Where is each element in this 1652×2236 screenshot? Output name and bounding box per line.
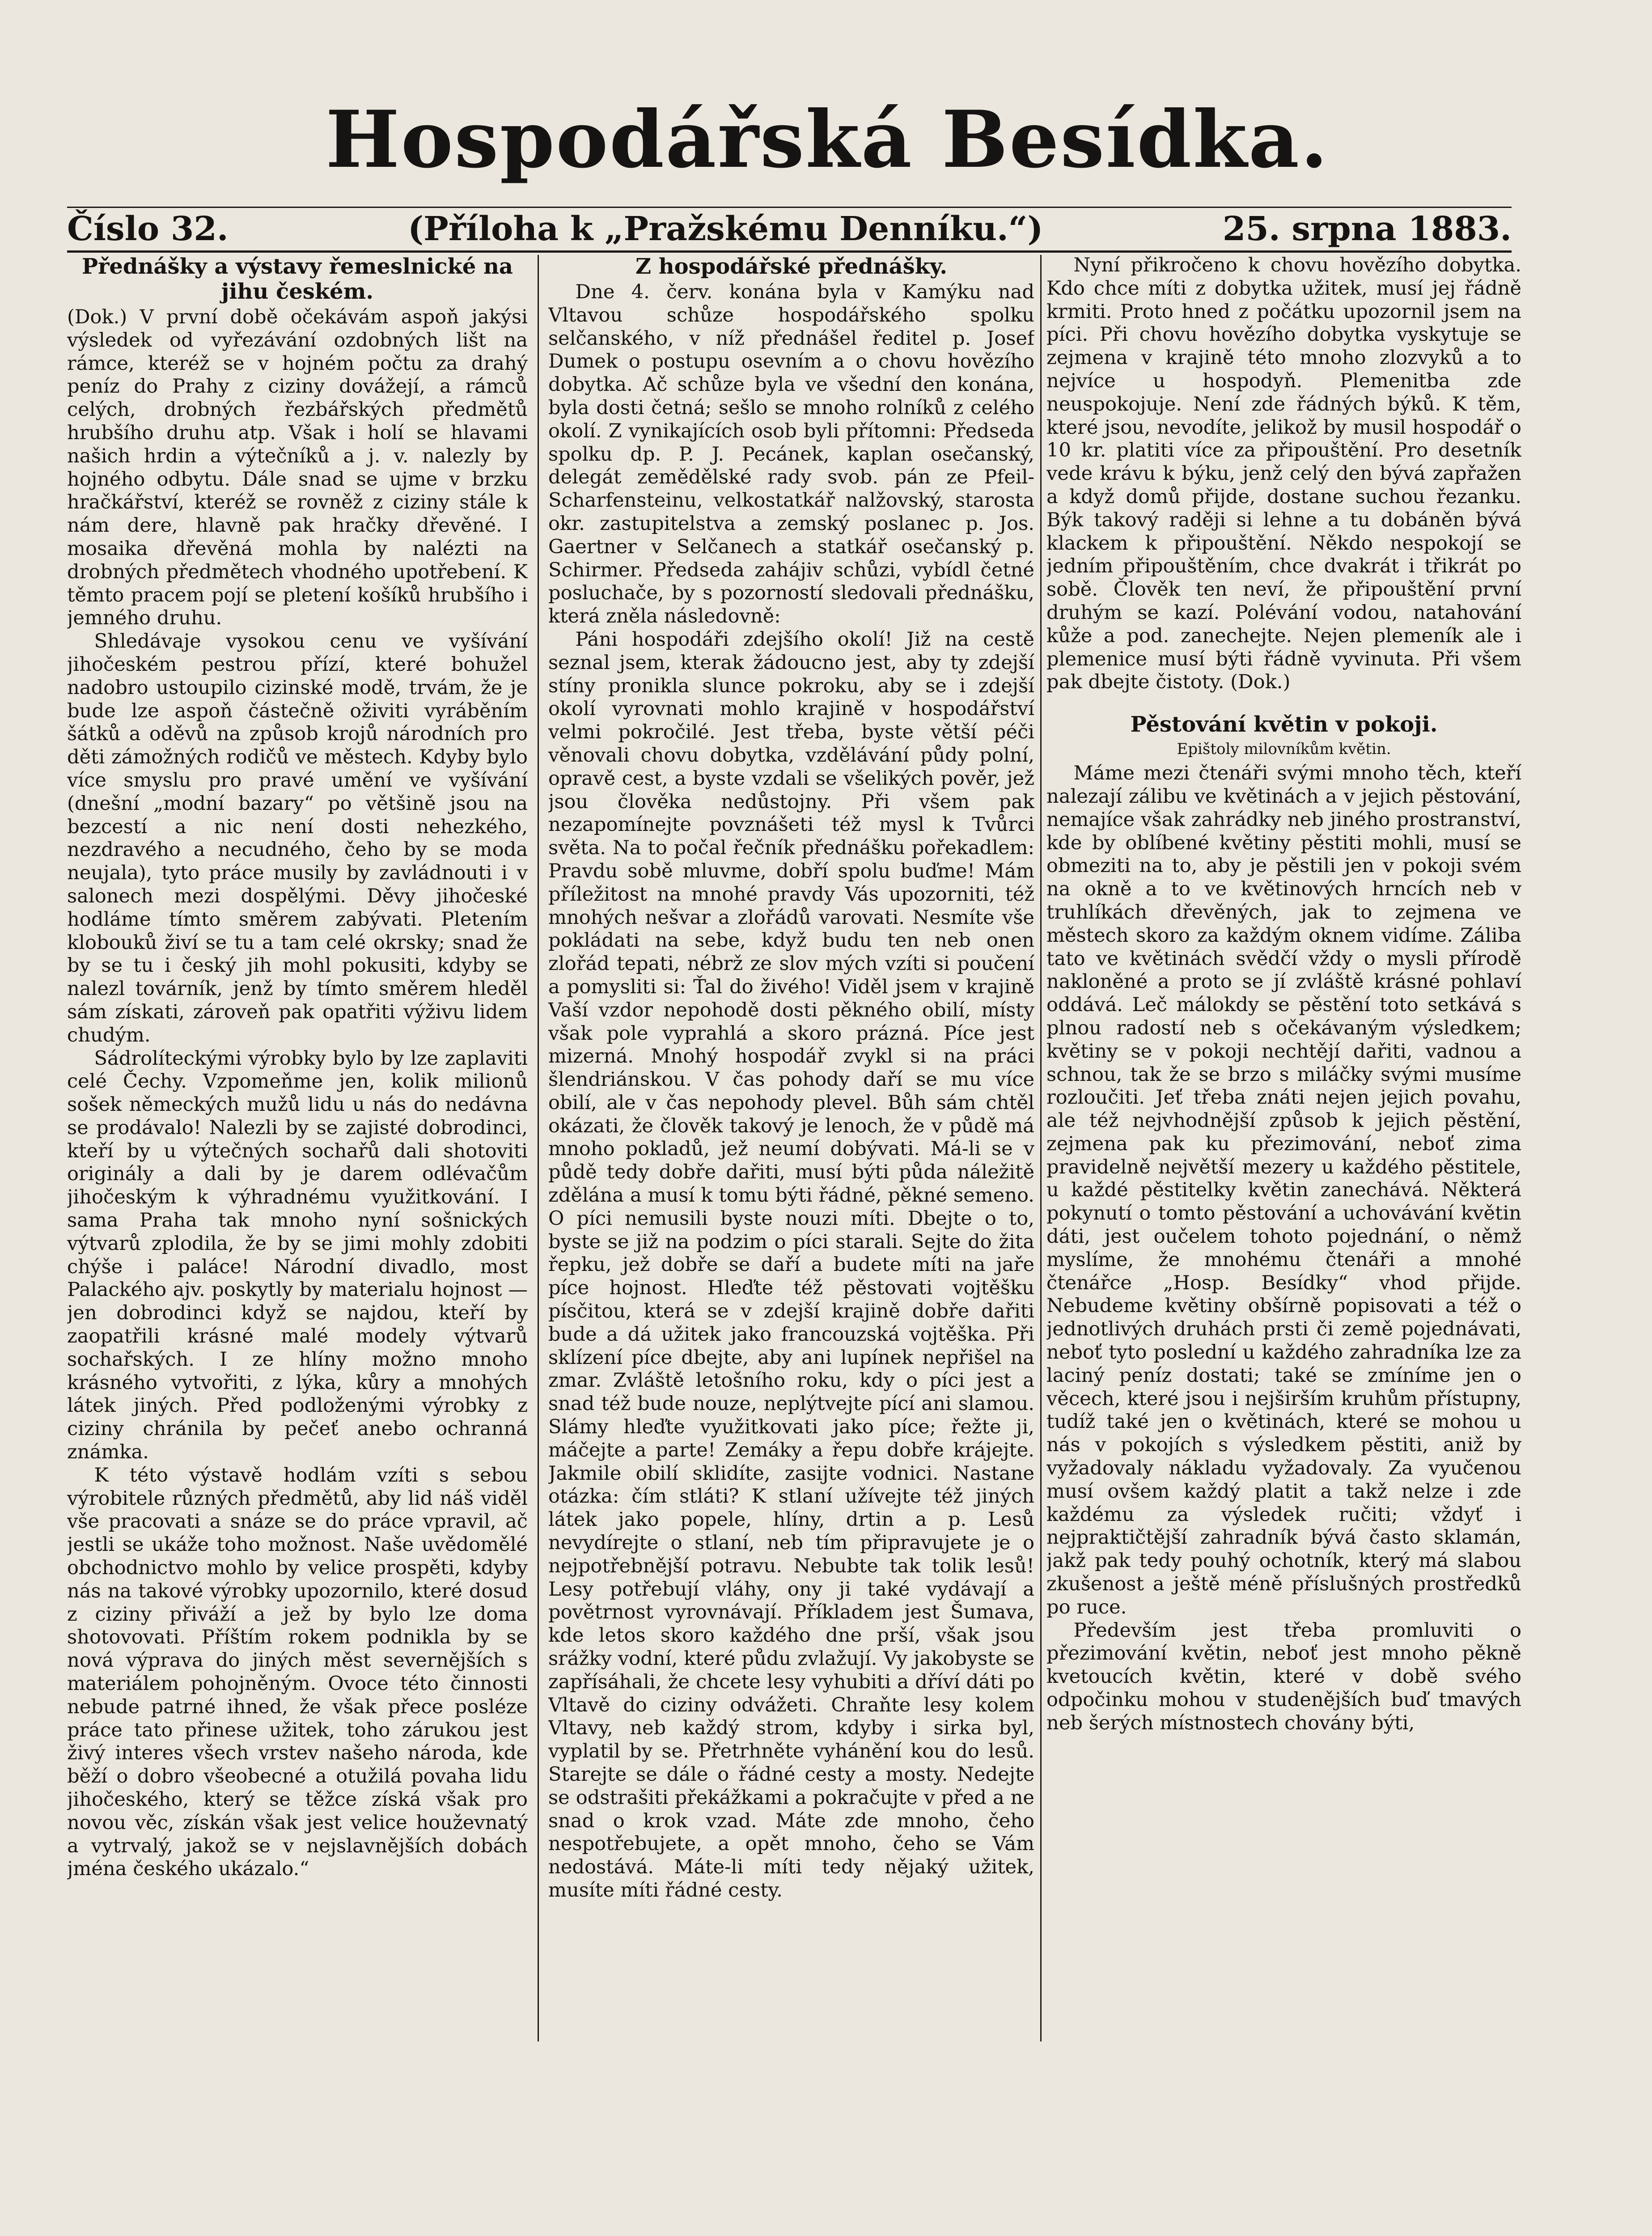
masthead-title: Hospodářská Besídka. — [326, 94, 1329, 186]
article-paragraph: Páni hospodáři zdejšího okolí! Již na cestě seznal jsem, kterak žádoucno jest, aby ty zdejší stíny pronikla slunce pokroku, aby se i zdejší okolí vyrovnati mohlo krajině v hospodářství velmi pokročilé. Jest třeba, byste větší péči věnovali chovu dobytka, vzdělávání půdy polní, opravě cest, a byste vzdali se všelikých pověr, jež jsou člověka nedůstojny. Při všem pak nezapomínejte povznášeti též mysl k Tvůrci světa. Na to počal řečník přednášku pořekadlem: Pravdu sobě mluvme, dobří spolu buďme! Mám příležitost na mnohé pravdy Vás upozorniti, též mnohých nešvar a zlořádů varovati. Nesmíte vše pokládati na sebe, když budu ten neb onen zlořád tepati, nébrž ze slov mých vzíti si poučení a pomysliti si: Ťal do živého! Viděl jsem v krajině Vaší vzdor nepohodě dosti pěkného obilí, místy však pole vyprahlá a skoro prázná. Píce jest mizerná. Mnohý hospodář zvykl si na práci šlendriánskou. V čas pohody daří se mu více obilí, ale v čas nepohody plevel. Bůh sám chtěl okázati, že člověk takový je lenoch, že v půdě má mnoho pokladů, jež neumí dobývati. Má-li se v půdě tedy dobře dařiti, musí býti půda náležitě zdělána a musí k tomu býti řádné, pěkné semeno. O píci nemusili byste nouzi míti. Dbejte o to, byste se již na podzim o píci starali. Sejte do žita řepku, jež dobře se daří a budete míti na jaře píce hojnost. Hleďte též pěstovati vojtěšku písčitou, která se v zdejší krajině dobře dařiti bude a dá užitek jako francouzská vojtěška. Při sklízení píce dbejte, aby ani lupínek nepřišel na zmar. Zvláště letošního roku, kdy o píci jest a snad též bude nouze, neplýtvejte pící ani slamou. Slámy hleďte využitkovati jako píce; řežte ji, máčejte a parte! Zemáky a řepu dobře krájejte. Jakmile obilí sklidíte, zasijte vodnici. Nastane otázka: čím stláti? K stlaní užívejte též jiných látek jako popele, hlíny, drtin a p. Lesů nevydírejte o stlaní, neb tím připravujete je o nejpotřebnější potravu. Nebubte tak tolik lesů! Lesy potřebují vláhy, ony ji také vydávají a povětrnost vyrovnávají. Příkladem jest Šumava, kde letos skoro každého dne prší, však jsou srážky vodní, které půdu zvlažují. Vy jakobyste se zapřísáhali, že chcete lesy vyhubiti a dříví dáti po Vltavě do ciziny odvážeti. Chraňte lesy kolem Vltavy, neb každý strom, kdyby i sirka byl, vyplatil by se. Přetrhněte vyhánění kou do lesů. Starejte se dále o řádné cesty a mosty. Nedejte se odstrašiti překážkami a pokračujte v před a ne snad o krok vzad. Máte zde mnoho, čeho nespotřebujete, a opět mnoho, čeho se Vám nedostává. Máte-li míti tedy nějaký užitek, musíte míti řádné cesty. — [548, 628, 1034, 1901]
article-title: Pěstování květin v pokoji. — [1130, 712, 1438, 737]
column-divider-2 — [1040, 255, 1042, 2041]
issue-date: 25. srpna 1883. — [1222, 210, 1512, 248]
article-title: Přednášky a výstavy řemeslnické na jihu českém. — [81, 254, 513, 304]
header-rule — [67, 250, 1512, 253]
column-divider-1 — [538, 255, 539, 2041]
article-title: Z hospodářské přednášky. — [635, 254, 948, 279]
article-subtitle: Epištoly milovníkům květin. — [1177, 740, 1391, 758]
top-rule — [67, 207, 1512, 208]
article-paragraph: Máme mezi čtenáři svými mnoho těch, kteří nalezají zálibu ve květinách a v jejich pěstování, nemajíce však zahrádky neb jiného prostranství, kde by oblíbené květiny pěstiti mohli, musí se obmeziti na to, aby je pěstili jen v pokoji svém na okně a to ve květinových hrncích neb v truhlíkách dřevěných, jak to zejmena ve městech skoro za každým oknem vidíme. Záliba tato ve květinách svědčí vždy o mysli přírodě nakloněné a proto se jí zvláště krásné pohlaví oddává. Leč málokdy se pěstění toto setkává s plnou radostí neb s očekávaným výsledkem; květiny se v pokoji nechtějí dařiti, vadnou a schnou, tak že se brzo s miláčky svými musíme rozloučiti. Jeť třeba znáti nejen jejich povahu, ale též nejvhodnější způsob k jejich pěstění, zejmena pak ku přezimování, neboť zima pravidelně největší mezery u každého pěstitele, u každé pěstitelky květin zanechává. Některá pokynutí o tomto pěstování a uchovávání květin dáti, jest oučelem tohoto pojednání, o němž myslíme, že mnohému čtenáři a mnohé čtenářce „Hosp. Besídky“ vhod přijde. Nebudeme květiny obšírně popisovati a též o jednotlivých druhách prsti či země pojednávati, neboť tyto poslední u každého zahradníka lze za laciný peníz dostati; také se zmíníme jen o věcech, které jsou i nejširším kruhům přístupny, tudíž také jen o květinách, které se mohou u nás v pokojích s výsledkem pěstiti, aniž by vyžadovaly nákladu vyžadovaly. Za vyučenou musí ovšem každý platit a takž nelze i zde každému za výsledek ručiti; vždyť i nejpraktičtější zahradník bývá často sklamán, jakž pak tedy pouhý ochotník, který má slabou zkušenost a ještě méně příslušných prostředků po ruce. — [1046, 762, 1521, 1618]
article-paragraph: Dne 4. červ. konána byla v Kamýku nad Vltavou schůze hospodářského spolku selčanského, v níž přednášel ředitel p. Josef Dumek o postupu osevním a o chovu hovězího dobytka. Ač schůze byla ve všední den konána, byla dosti četná; sešlo se mnoho rolníků z celého okolí. Z vynikajících osob byli přítomni: Předseda spolku dp. P. J. Pecánek, kaplan osečanský, delegát zemědělské rady svob. pán ze Pfeil-Scharfensteinu, velkostatkář nalžovský, starosta okr. zastupitelstva a zemský poslanec p. Jos. Gaertner v Selčanech a statkář osečanský p. Schirmer. Předseda zahájiv schůzi, vybídl četné posluchače, by s pozorností sledovali přednášku, která zněla následovně: — [548, 281, 1034, 628]
article-paragraph: K této výstavě hodlám vzíti s sebou výrobitele různých předmětů, aby lid náš viděl vše pracovati a snáze se do práce vpravil, ač jestli se ukáže toho možnost. Naše uvědomělé obchodnictvo mohlo by velice prospěti, kdyby nás na takové výrobky upozornilo, které dosud z ciziny přiváží a jež by bylo lze doma shotovovati. Příštím rokem podnikla by se nová výprava do jiných měst severnějších s materiálem pohojněným. Ovoce této činnosti nebude patrné ihned, že však přece posléze práce tato přinese užitek, toho zárukou jest živý interes všech vrstev našeho národa, kde běží o dobro všeobecné a otužilá povaha lidu jihočeského, který se těžce získá však pro novou věc, získán však jest velice houževnatý a vytrvalý, jakož se v nejslavnějších dobách jména českého ukázalo.“ — [67, 1464, 528, 1880]
article-paragraph: Shledávaje vysokou cenu ve vyšívání jihočeském pestrou přízí, které bohužel nadobro ustoupilo cizinské modě, trvám, že je bude lze aspoň částečně oživiti vyráběním šátků a oděvů na způsob krojů národních pro děti zámožných rodičů ve městech. Kdyby bylo více smyslu pro pravé umění ve vyšívání (dnešní „modní bazary“ po většině jsou na bezcestí a nic není dosti nehezkého, nezdravého a necudného, čeho by se moda neujala), tyto práce musily by zavládnouti i v salonech mezi dospělými. Děvy jihočeské hodláme tímto směrem zabývati. Pletením klobouků živí se tu a tam celé okrsky; snad že by se tu i český jih mohl pokusiti, kdyby se nalezl továrník, jenž by tímto směrem hleděl sám získati, zároveň pak opatřiti výživu lidem chudým. — [67, 630, 528, 1046]
article-paragraph: Nyní přikročeno k chovu hovězího dobytka. Kdo chce míti z dobytka užitek, musí jej řádně krmiti. Proto hned z počátku upozornil jsem na píci. Při chovu hovězího dobytka vyskytuje se zejmena v krajině této mnoho zlozvyků a to nejvíce u hospodyň. Plemenitba zde neuspokojuje. Není zde řádných býků. K těm, které jsou, nevodíte, jelikož by musil hospodář o 10 kr. platiti více za připouštění. Pro desetník vede krávu k býku, jenž celý den bývá zapřažen a když domů přijde, dostane suchou řezanku. Býk takový raději si lehne a tu dobáněn bývá klackem k připouštění. Někdo nespokojí se jedním připouštěním, chce dvakrát i třikrát po sobě. Člověk ten neví, že připouštění první druhým se kazí. Polévání vodou, natahování kůže a pod. zanechejte. Nejen plemeník ale i plemenice musí býti řádně vyvinuta. Při všem pak dbejte čistoty. (Dok.) — [1046, 254, 1521, 694]
column-right — [1046, 254, 1521, 2043]
article-paragraph: (Dok.) V první době očekávám aspoň jakýsi výsledek od vyřezávání ozdobných lišt na rámce, kteréž se v hojném počtu za drahý peníz do Prahy z ciziny dovážejí, a rámců celých, drobných řezbářských předmětů hrubšího druhu atp. Však i holí se hlavami našich hrdin a výtečníků a j. v. nalezly by hojného odbytu. Dále snad se ujme v brzku hračkářství, kteréž se rovněž z ciziny stále k nám dere, hlavně pak hračky dřevěné. I mosaika dřevěná mohla by nalézti na drobných předmětech vhodného upotřebení. K těmto pracem pojí se pletení košíků hrubšího i jemného druhu. — [67, 306, 528, 630]
column-left — [67, 254, 528, 2043]
column-middle — [548, 254, 1034, 2043]
issue-bar — [67, 210, 1512, 248]
issue-number: Číslo 32. — [67, 210, 229, 248]
supplement-note: (Příloha k „Pražskému Denníku.“) — [408, 210, 1043, 248]
article-paragraph: Sádrolíteckými výrobky bylo by lze zaplaviti celé Čechy. Vzpomeňme jen, kolik milionů sošek německých mužů lidu u nás do nedávna se prodávalo! Nalezli by se zajisté dobrodinci, kteří by u výtečných sochařů dali shotoviti originály a dali by je darem odlévačům jihočeským k výhradnému využitkování. I sama Praha tak mnoho nyní sošnických výtvarů zplodila, že by se jimi mohly zdobiti chýše i paláce! Národní divadlo, most Palackého ajv. poskytly by materialu hojnost — jen dobrodinci když se najdou, kteří by zaopatřili krásné malé modely výtvarů sochařských. I ze hlíny možno mnoho krásného vytvořiti, z lýka, kůry a mnohých látek jiných. Před podloženými výrobky z ciziny chránila by pečeť anebo ochranná známka. — [67, 1047, 528, 1464]
article-paragraph: Především jest třeba promluviti o přezimování květin, neboť jest mnoho pěkně kvetoucích květin, které v době svého odpočinku mohou v studenějších buď tmavých neb šerých místnostech chovány býti, — [1046, 1619, 1521, 1734]
